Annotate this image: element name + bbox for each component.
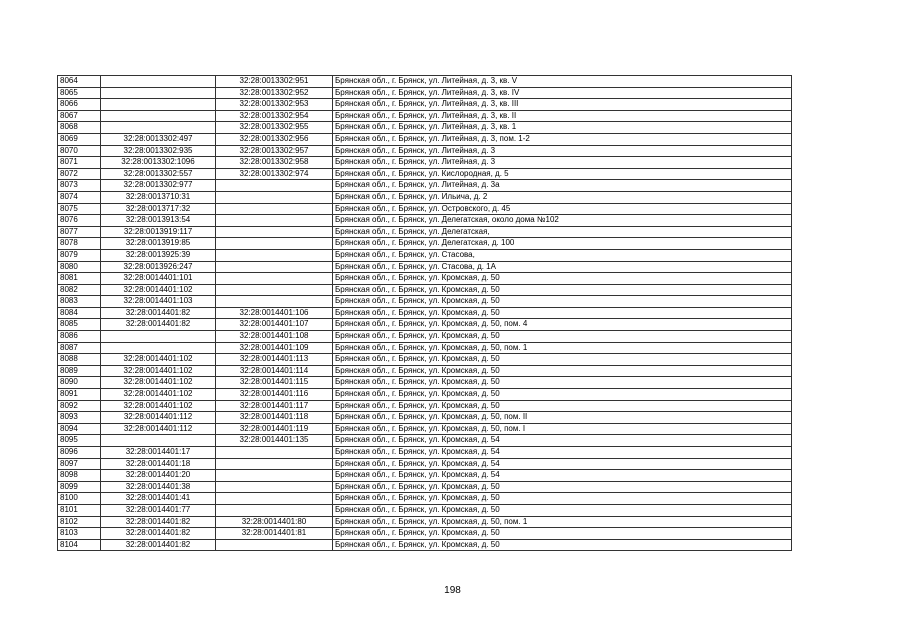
- parent-cadastral-number-cell: 32:28:0014401:41: [101, 493, 216, 505]
- parent-cadastral-number-cell: 32:28:0013913:54: [101, 215, 216, 227]
- address-cell: Брянская обл., г. Брянск, ул. Кромская, д. 50, пом. 1: [333, 342, 792, 354]
- row-number-cell: 8067: [58, 110, 101, 122]
- table-row: [58, 389, 792, 401]
- row-number-cell: 8078: [58, 238, 101, 250]
- row-number-cell: 8071: [58, 157, 101, 169]
- address-cell: Брянская обл., г. Брянск, ул. Кромская, д. 50: [333, 296, 792, 308]
- cadastral-number-cell: 32:28:0013302:957: [216, 145, 333, 157]
- cadastral-number-cell: [216, 249, 333, 261]
- row-number-cell: 8077: [58, 226, 101, 238]
- table-row: [58, 87, 792, 99]
- parent-cadastral-number-cell: [101, 110, 216, 122]
- table-row: [58, 470, 792, 482]
- address-cell: Брянская обл., г. Брянск, ул. Кромская, д. 50, пом. 1: [333, 516, 792, 528]
- row-number-cell: 8096: [58, 447, 101, 459]
- address-cell: Брянская обл., г. Брянск, ул. Делегатская, д. 100: [333, 238, 792, 250]
- table-row: [58, 273, 792, 285]
- address-cell: Брянская обл., г. Брянск, ул. Кромская, д. 50, пом. II: [333, 412, 792, 424]
- cadastral-number-cell: 32:28:0014401:135: [216, 435, 333, 447]
- address-cell: Брянская обл., г. Брянск, ул. Кромская, д. 50: [333, 504, 792, 516]
- row-number-cell: 8103: [58, 528, 101, 540]
- table-row: [58, 168, 792, 180]
- parent-cadastral-number-cell: 32:28:0014401:20: [101, 470, 216, 482]
- address-cell: Брянская обл., г. Брянск, ул. Кромская, д. 50: [333, 528, 792, 540]
- parent-cadastral-number-cell: 32:28:0014401:82: [101, 528, 216, 540]
- row-number-cell: 8093: [58, 412, 101, 424]
- parent-cadastral-number-cell: 32:28:0014401:102: [101, 365, 216, 377]
- address-cell: Брянская обл., г. Брянск, ул. Кромская, д. 50: [333, 284, 792, 296]
- parent-cadastral-number-cell: 32:28:0013302:557: [101, 168, 216, 180]
- cadastral-number-cell: 32:28:0014401:115: [216, 377, 333, 389]
- address-cell: Брянская обл., г. Брянск, ул. Кромская, д. 50: [333, 365, 792, 377]
- table-row: [58, 261, 792, 273]
- table-row: [58, 423, 792, 435]
- table-row: [58, 76, 792, 88]
- row-number-cell: 8104: [58, 539, 101, 551]
- row-number-cell: 8095: [58, 435, 101, 447]
- row-number-cell: 8101: [58, 504, 101, 516]
- address-cell: Брянская обл., г. Брянск, ул. Кромская, д. 50: [333, 354, 792, 366]
- parent-cadastral-number-cell: [101, 76, 216, 88]
- cadastral-number-cell: [216, 238, 333, 250]
- table-row: [58, 110, 792, 122]
- parent-cadastral-number-cell: 32:28:0014401:112: [101, 423, 216, 435]
- table-row: [58, 365, 792, 377]
- row-number-cell: 8087: [58, 342, 101, 354]
- cadastral-number-cell: 32:28:0013302:958: [216, 157, 333, 169]
- cadastral-number-cell: [216, 203, 333, 215]
- address-cell: Брянская обл., г. Брянск, ул. Литейная, д. 3, кв. IV: [333, 87, 792, 99]
- address-cell: Брянская обл., г. Брянск, ул. Кромская, д. 50: [333, 539, 792, 551]
- cadastral-number-cell: [216, 180, 333, 192]
- cadastral-number-cell: [216, 215, 333, 227]
- table-row: [58, 238, 792, 250]
- cadastral-number-cell: 32:28:0014401:107: [216, 319, 333, 331]
- table-body: [58, 76, 792, 551]
- cadastral-number-cell: [216, 191, 333, 203]
- table-row: [58, 157, 792, 169]
- address-cell: Брянская обл., г. Брянск, ул. Литейная, д. 3: [333, 157, 792, 169]
- parent-cadastral-number-cell: 32:28:0014401:112: [101, 412, 216, 424]
- parent-cadastral-number-cell: 32:28:0014401:102: [101, 400, 216, 412]
- row-number-cell: 8099: [58, 481, 101, 493]
- address-cell: Брянская обл., г. Брянск, ул. Делегатская,: [333, 226, 792, 238]
- table-row: [58, 539, 792, 551]
- address-cell: Брянская обл., г. Брянск, ул. Литейная, д. 3, кв. V: [333, 76, 792, 88]
- address-cell: Брянская обл., г. Брянск, ул. Кромская, д. 50, пом. I: [333, 423, 792, 435]
- cadastral-number-cell: 32:28:0013302:956: [216, 133, 333, 145]
- row-number-cell: 8102: [58, 516, 101, 528]
- cadastral-number-cell: [216, 296, 333, 308]
- parent-cadastral-number-cell: 32:28:0014401:102: [101, 389, 216, 401]
- row-number-cell: 8085: [58, 319, 101, 331]
- row-number-cell: 8100: [58, 493, 101, 505]
- parent-cadastral-number-cell: 32:28:0014401:17: [101, 447, 216, 459]
- table-row: [58, 516, 792, 528]
- parent-cadastral-number-cell: 32:28:0013925:39: [101, 249, 216, 261]
- cadastral-number-cell: [216, 284, 333, 296]
- parent-cadastral-number-cell: 32:28:0014401:101: [101, 273, 216, 285]
- address-cell: Брянская обл., г. Брянск, ул. Кромская, д. 54: [333, 470, 792, 482]
- address-cell: Брянская обл., г. Брянск, ул. Кромская, д. 50: [333, 331, 792, 343]
- row-number-cell: 8089: [58, 365, 101, 377]
- table-row: [58, 435, 792, 447]
- address-cell: Брянская обл., г. Брянск, ул. Кромская, д. 50: [333, 377, 792, 389]
- row-number-cell: 8072: [58, 168, 101, 180]
- cadastral-number-cell: [216, 539, 333, 551]
- cadastral-number-cell: 32:28:0014401:114: [216, 365, 333, 377]
- parent-cadastral-number-cell: 32:28:0014401:102: [101, 354, 216, 366]
- table-row: [58, 504, 792, 516]
- cadastral-number-cell: 32:28:0014401:116: [216, 389, 333, 401]
- table-row: [58, 249, 792, 261]
- row-number-cell: 8091: [58, 389, 101, 401]
- table-row: [58, 180, 792, 192]
- address-cell: Брянская обл., г. Брянск, ул. Литейная, д. 3, кв. III: [333, 99, 792, 111]
- parent-cadastral-number-cell: [101, 87, 216, 99]
- row-number-cell: 8080: [58, 261, 101, 273]
- table-row: [58, 447, 792, 459]
- cadastral-number-cell: 32:28:0013302:954: [216, 110, 333, 122]
- address-cell: Брянская обл., г. Брянск, ул. Литейная, д. 3: [333, 145, 792, 157]
- parent-cadastral-number-cell: 32:28:0014401:103: [101, 296, 216, 308]
- parent-cadastral-number-cell: [101, 122, 216, 134]
- cadastral-number-cell: 32:28:0013302:952: [216, 87, 333, 99]
- row-number-cell: 8074: [58, 191, 101, 203]
- row-number-cell: 8092: [58, 400, 101, 412]
- table-row: [58, 215, 792, 227]
- row-number-cell: 8081: [58, 273, 101, 285]
- row-number-cell: 8090: [58, 377, 101, 389]
- parent-cadastral-number-cell: 32:28:0013919:117: [101, 226, 216, 238]
- cadastral-number-cell: [216, 504, 333, 516]
- parent-cadastral-number-cell: 32:28:0013302:935: [101, 145, 216, 157]
- parent-cadastral-number-cell: 32:28:0014401:38: [101, 481, 216, 493]
- row-number-cell: 8075: [58, 203, 101, 215]
- parent-cadastral-number-cell: 32:28:0014401:18: [101, 458, 216, 470]
- table-row: [58, 226, 792, 238]
- parent-cadastral-number-cell: 32:28:0013302:977: [101, 180, 216, 192]
- address-cell: Брянская обл., г. Брянск, ул. Кромская, д. 54: [333, 435, 792, 447]
- address-cell: Брянская обл., г. Брянск, ул. Литейная, д. 3, пом. 1-2: [333, 133, 792, 145]
- table-row: [58, 377, 792, 389]
- page-number: 198: [444, 585, 461, 596]
- cadastral-number-cell: [216, 261, 333, 273]
- row-number-cell: 8068: [58, 122, 101, 134]
- table-row: [58, 307, 792, 319]
- row-number-cell: 8086: [58, 331, 101, 343]
- address-cell: Брянская обл., г. Брянск, ул. Литейная, д. 3а: [333, 180, 792, 192]
- table-row: [58, 145, 792, 157]
- table-row: [58, 99, 792, 111]
- table-row: [58, 191, 792, 203]
- address-cell: Брянская обл., г. Брянск, ул. Делегатская, около дома №102: [333, 215, 792, 227]
- address-cell: Брянская обл., г. Брянск, ул. Кромская, д. 50: [333, 389, 792, 401]
- cadastral-number-cell: [216, 493, 333, 505]
- cadastral-number-cell: 32:28:0014401:119: [216, 423, 333, 435]
- parent-cadastral-number-cell: 32:28:0013926:247: [101, 261, 216, 273]
- parent-cadastral-number-cell: 32:28:0014401:77: [101, 504, 216, 516]
- cadastral-number-cell: 32:28:0014401:118: [216, 412, 333, 424]
- row-number-cell: 8094: [58, 423, 101, 435]
- row-number-cell: 8070: [58, 145, 101, 157]
- table-row: [58, 481, 792, 493]
- cadastral-number-cell: 32:28:0013302:974: [216, 168, 333, 180]
- parent-cadastral-number-cell: 32:28:0013710:31: [101, 191, 216, 203]
- table-row: [58, 493, 792, 505]
- row-number-cell: 8098: [58, 470, 101, 482]
- cadastral-number-cell: 32:28:0014401:117: [216, 400, 333, 412]
- cadastral-number-cell: 32:28:0014401:109: [216, 342, 333, 354]
- cadastral-number-cell: [216, 470, 333, 482]
- row-number-cell: 8097: [58, 458, 101, 470]
- address-cell: Брянская обл., г. Брянск, ул. Кромская, д. 50: [333, 273, 792, 285]
- cadastral-number-cell: 32:28:0014401:113: [216, 354, 333, 366]
- cadastral-number-cell: [216, 481, 333, 493]
- row-number-cell: 8064: [58, 76, 101, 88]
- parent-cadastral-number-cell: 32:28:0014401:102: [101, 377, 216, 389]
- table-row: [58, 284, 792, 296]
- table-row: [58, 528, 792, 540]
- cadastral-number-cell: 32:28:0014401:80: [216, 516, 333, 528]
- row-number-cell: 8084: [58, 307, 101, 319]
- parent-cadastral-number-cell: [101, 342, 216, 354]
- cadastral-number-cell: 32:28:0014401:106: [216, 307, 333, 319]
- parent-cadastral-number-cell: 32:28:0014401:82: [101, 539, 216, 551]
- address-cell: Брянская обл., г. Брянск, ул. Кромская, д. 54: [333, 447, 792, 459]
- table-row: [58, 203, 792, 215]
- row-number-cell: 8066: [58, 99, 101, 111]
- table-row: [58, 354, 792, 366]
- address-cell: Брянская обл., г. Брянск, ул. Островского, д. 45: [333, 203, 792, 215]
- parent-cadastral-number-cell: 32:28:0014401:102: [101, 284, 216, 296]
- cadastral-table: [57, 75, 792, 551]
- row-number-cell: 8088: [58, 354, 101, 366]
- address-cell: Брянская обл., г. Брянск, ул. Кромская, д. 50: [333, 400, 792, 412]
- cadastral-number-cell: 32:28:0014401:108: [216, 331, 333, 343]
- row-number-cell: 8069: [58, 133, 101, 145]
- parent-cadastral-number-cell: 32:28:0013919:85: [101, 238, 216, 250]
- address-cell: Брянская обл., г. Брянск, ул. Кислородная, д. 5: [333, 168, 792, 180]
- row-number-cell: 8079: [58, 249, 101, 261]
- address-cell: Брянская обл., г. Брянск, ул. Кромская, д. 54: [333, 458, 792, 470]
- table-row: [58, 458, 792, 470]
- table-row: [58, 331, 792, 343]
- cadastral-number-cell: 32:28:0014401:81: [216, 528, 333, 540]
- row-number-cell: 8065: [58, 87, 101, 99]
- parent-cadastral-number-cell: 32:28:0013717:32: [101, 203, 216, 215]
- parent-cadastral-number-cell: 32:28:0014401:82: [101, 319, 216, 331]
- address-cell: Брянская обл., г. Брянск, ул. Литейная, д. 3, кв. II: [333, 110, 792, 122]
- parent-cadastral-number-cell: 32:28:0013302:1096: [101, 157, 216, 169]
- row-number-cell: 8082: [58, 284, 101, 296]
- table-row: [58, 412, 792, 424]
- table-row: [58, 122, 792, 134]
- row-number-cell: 8073: [58, 180, 101, 192]
- address-cell: Брянская обл., г. Брянск, ул. Стасова,: [333, 249, 792, 261]
- row-number-cell: 8083: [58, 296, 101, 308]
- cadastral-number-cell: [216, 447, 333, 459]
- cadastral-number-cell: 32:28:0013302:953: [216, 99, 333, 111]
- address-cell: Брянская обл., г. Брянск, ул. Кромская, д. 50: [333, 307, 792, 319]
- cadastral-number-cell: [216, 273, 333, 285]
- parent-cadastral-number-cell: [101, 435, 216, 447]
- cadastral-number-cell: [216, 226, 333, 238]
- row-number-cell: 8076: [58, 215, 101, 227]
- address-cell: Брянская обл., г. Брянск, ул. Литейная, д. 3, кв. 1: [333, 122, 792, 134]
- address-cell: Брянская обл., г. Брянск, ул. Кромская, д. 50, пом. 4: [333, 319, 792, 331]
- table-row: [58, 400, 792, 412]
- parent-cadastral-number-cell: [101, 331, 216, 343]
- cadastral-number-cell: 32:28:0013302:955: [216, 122, 333, 134]
- cadastral-number-cell: 32:28:0013302:951: [216, 76, 333, 88]
- table-row: [58, 319, 792, 331]
- table-row: [58, 133, 792, 145]
- address-cell: Брянская обл., г. Брянск, ул. Стасова, д. 1А: [333, 261, 792, 273]
- parent-cadastral-number-cell: 32:28:0014401:82: [101, 516, 216, 528]
- cadastral-number-cell: [216, 458, 333, 470]
- address-cell: Брянская обл., г. Брянск, ул. Кромская, д. 50: [333, 481, 792, 493]
- parent-cadastral-number-cell: 32:28:0013302:497: [101, 133, 216, 145]
- parent-cadastral-number-cell: [101, 99, 216, 111]
- table-row: [58, 296, 792, 308]
- parent-cadastral-number-cell: 32:28:0014401:82: [101, 307, 216, 319]
- address-cell: Брянская обл., г. Брянск, ул. Кромская, д. 50: [333, 493, 792, 505]
- address-cell: Брянская обл., г. Брянск, ул. Ильича, д. 2: [333, 191, 792, 203]
- table-row: [58, 342, 792, 354]
